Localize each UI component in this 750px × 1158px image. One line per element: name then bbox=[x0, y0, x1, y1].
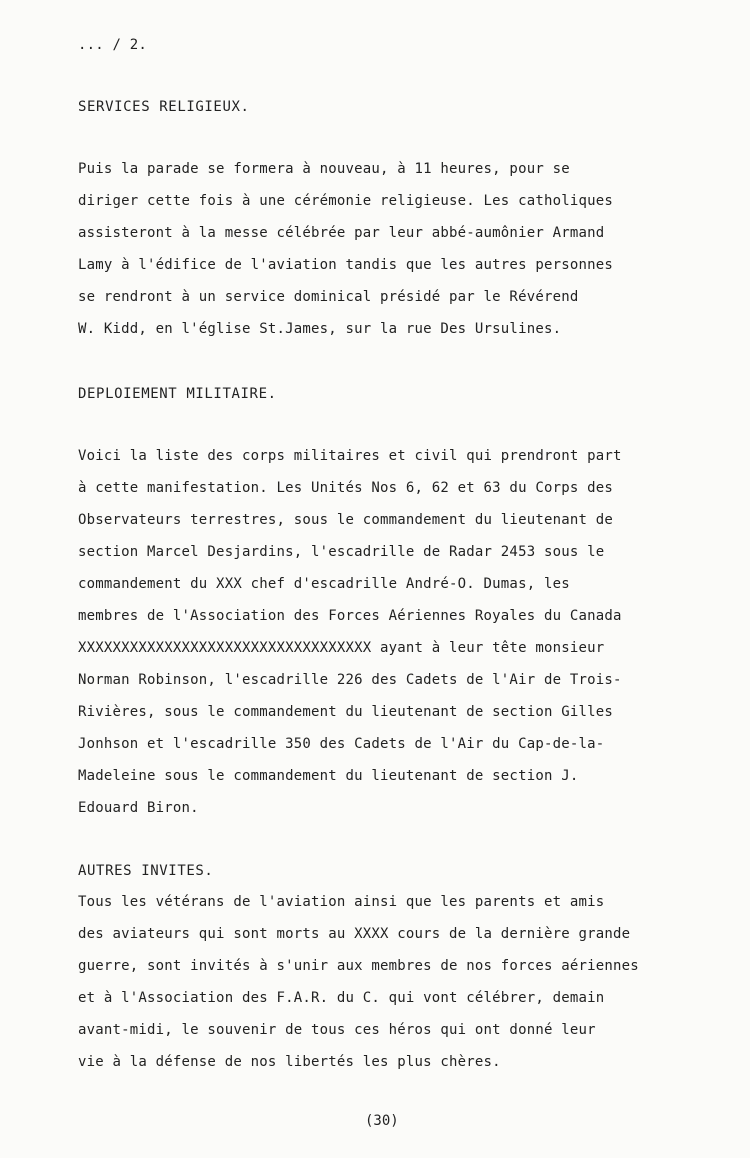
paragraph-line: guerre, sont invités à s'unir aux membres de nos forces aériennes bbox=[78, 958, 639, 974]
paragraph-line: W. Kidd, en l'église St.James, sur la rue Des Ursulines. bbox=[78, 321, 562, 337]
paragraph-line: section Marcel Desjardins, l'escadrille de Radar 2453 sous le bbox=[78, 544, 605, 560]
section-heading-deploiement: DEPLOIEMENT MILITAIRE. bbox=[78, 386, 277, 402]
section-heading-services: SERVICES RELIGIEUX. bbox=[78, 99, 250, 115]
paragraph-line: Puis la parade se formera à nouveau, à 11 heures, pour se bbox=[78, 161, 570, 177]
paragraph-line: Lamy à l'édifice de l'aviation tandis que les autres personnes bbox=[78, 257, 613, 273]
paragraph-line: assisteront à la messe célébrée par leur abbé-aumônier Armand bbox=[78, 225, 605, 241]
paragraph-line: Edouard Biron. bbox=[78, 800, 199, 816]
section-heading-autres: AUTRES INVITES. bbox=[78, 863, 214, 879]
paragraph-line: Observateurs terrestres, sous le commandement du lieutenant de bbox=[78, 512, 613, 528]
paragraph-line: des aviateurs qui sont morts au XXXX cours de la dernière grande bbox=[78, 926, 631, 942]
continuation-header: ... / 2. bbox=[78, 37, 148, 53]
paragraph-line: commandement du XXX chef d'escadrille André-O. Dumas, les bbox=[78, 576, 570, 592]
paragraph-line: diriger cette fois à une cérémonie religieuse. Les catholiques bbox=[78, 193, 613, 209]
page-number: (30) bbox=[365, 1113, 399, 1129]
paragraph-line: à cette manifestation. Les Unités Nos 6, 62 et 63 du Corps des bbox=[78, 480, 613, 496]
paragraph-line: avant-midi, le souvenir de tous ces héros qui ont donné leur bbox=[78, 1022, 596, 1038]
paragraph-line: vie à la défense de nos libertés les plus chères. bbox=[78, 1054, 501, 1070]
paragraph-line: Jonhson et l'escadrille 350 des Cadets de l'Air du Cap-de-la- bbox=[78, 736, 605, 752]
paragraph-line: se rendront à un service dominical présidé par le Révérend bbox=[78, 289, 579, 305]
paragraph-line: Voici la liste des corps militaires et civil qui prendront part bbox=[78, 448, 622, 464]
paragraph-line: Norman Robinson, l'escadrille 226 des Cadets de l'Air de Trois- bbox=[78, 672, 622, 688]
paragraph-line: Rivières, sous le commandement du lieutenant de section Gilles bbox=[78, 704, 613, 720]
paragraph-line-struck: XXXXXXXXXXXXXXXXXXXXXXXXXXXXXXXXXX ayant à leur tête monsieur bbox=[78, 640, 605, 656]
paragraph-line: Madeleine sous le commandement du lieutenant de section J. bbox=[78, 768, 579, 784]
paragraph-line: et à l'Association des F.A.R. du C. qui vont célébrer, demain bbox=[78, 990, 605, 1006]
paragraph-line: membres de l'Association des Forces Aériennes Royales du Canada bbox=[78, 608, 622, 624]
paragraph-line: Tous les vétérans de l'aviation ainsi que les parents et amis bbox=[78, 894, 605, 910]
